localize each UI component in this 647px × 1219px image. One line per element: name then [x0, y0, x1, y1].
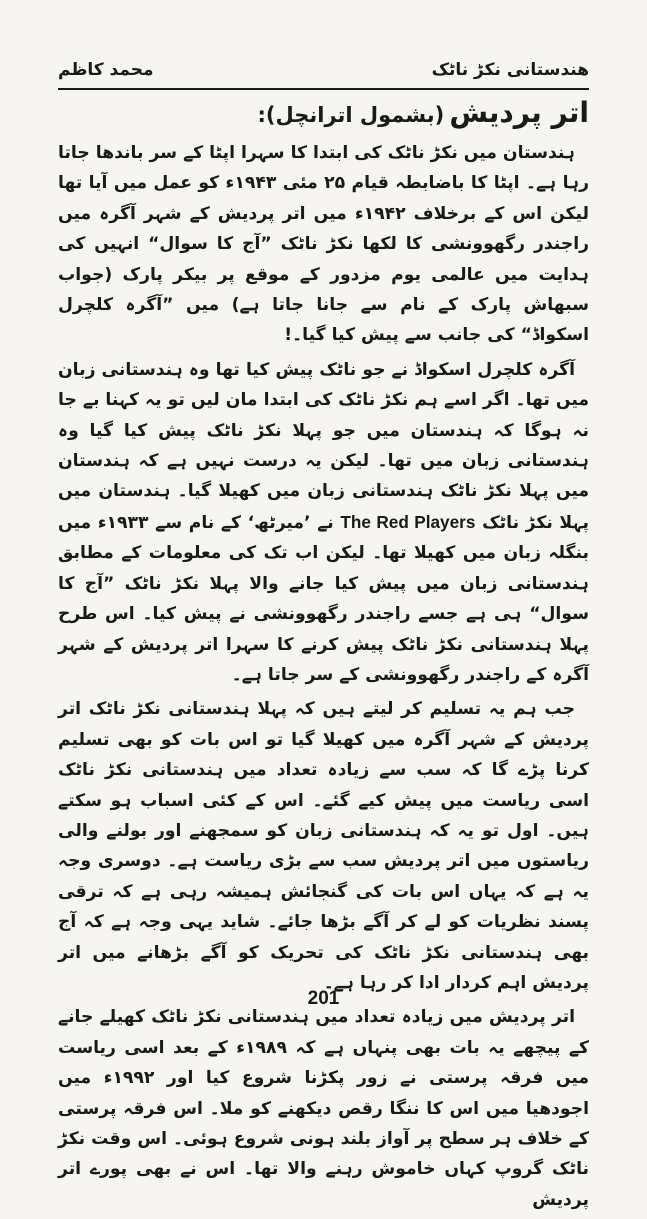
paragraph-3: جب ہم یہ تسلیم کر لیتے ہیں کہ پہلا ہندستانی نکڑ ناٹک اتر پردیش کے شہر آگرہ میں کھیلا گیا تو اس بات کو بھی تسلیم کرنا پڑے گا کہ سب سے زیادہ تعداد میں ہندستانی نکڑ ناٹک اسی ریاست میں پیش کیے گئے۔ اس کے کئی اسباب ہو سکتے ہیں۔ اول تو یہ کہ ہندستانی زبان کو سمجھنے اور بولنے والی ریاستوں میں اتر پردیش سب سے بڑی ریاست ہے۔ دوسری وجہ یہ ہے کہ یہاں اس بات کی گنجائش ہمیشہ رہی ہے کہ ترقی پسند نظریات کو لے کر آگے بڑھا جائے۔ شاید یہی وجہ ہے کہ آج بھی ہندستانی نکڑ ناٹک کی تحریک کو آگے بڑھانے میں اتر پردیش اہم کردار ادا کر رہا ہے۔ — [58, 699, 589, 993]
paragraph-2-after: نے ’میرٹھ‘ کے نام سے ۱۹۳۳ء میں بنگلہ زبان میں کھیلا تھا۔ لیکن اب تک کی معلومات کے مطابق ہندستانی زبان میں پیش کیا جانے والا پہلا نکڑ ناٹک ”آج کا سوال“ ہی ہے جسے راجندر رگھوونشی نے پیش کیا۔ اس طرح پہلا ہندستانی نکڑ ناٹک پیش کرنے کا سہرا اتر پردیش کے شہر آگرہ کے راجندر رگھوونشی کے سر جاتا ہے۔ — [58, 512, 589, 685]
paragraph-2 — [58, 355, 589, 690]
book-title: هندستانی نکڑ ناٹک — [431, 60, 589, 80]
section-title: اتر پردیش — [449, 96, 589, 129]
english-term: The Red Players — [340, 511, 476, 532]
paragraph-2-before: آگرہ کلچرل اسکواڈ نے جو ناٹک پیش کیا تھا وہ ہندستانی زبان میں تھا۔ اگر اسے ہم نکڑ ناٹک کی ابتدا مان لیں تو یہ کہنا بے جا نہ ہوگا کہ ہندستان میں جو پہلا نکڑ ناٹک پیش کیا گیا وہ ہندستانی زبان میں تھا۔ لیکن یہ درست نہیں ہے کہ ہندستان میں پہلا نکڑ ناٹک ہندستانی زبان میں کھیلا گیا۔ ہندستان میں پہلا نکڑ ناٹک — [58, 359, 589, 533]
section-subtitle: (بشمول اترانچل): — [257, 103, 445, 127]
paragraph-1: ہندستان میں نکڑ ناٹک کی ابتدا کا سہرا اپٹا کے سر باندھا جاتا رہا ہے۔ اپٹا کا باضابطہ قیام ۲۵ مئی ۱۹۴۳ء کو عمل میں آیا تھا لیکن اس کے برخلاف ۱۹۴۲ء میں اتر پردیش کے شہر آگرہ میں راجندر رگھوونشی کا لکھا نکڑ ناٹک ”آج کا سوال“ انہیں کی ہدایت میں عالمی یوم مزدور کے موقع پر بیکر پارک (جواب سبھاش پارک کے نام سے جانا جاتا ہے) میں ”آگرہ کلچرل اسکواڈ“ کی جانب سے پیش کیا گیا۔! — [58, 143, 590, 346]
header-rule — [58, 88, 589, 90]
section-heading — [58, 96, 589, 129]
page-number: 201 — [307, 988, 340, 1009]
author-name: محمد کاظم — [58, 60, 154, 80]
paragraph-4: اتر پردیش میں زیادہ تعداد میں ہندستانی نکڑ ناٹک کھیلے جانے کے پیچھے یہ بات بھی پنہاں ہے کہ ۱۹۸۹ء کے بعد اسی ریاست میں فرقہ پرستی نے زور پکڑنا شروع کیا اور ۱۹۹۲ء میں اجودھیا میں اس کا ننگا رقص دیکھنے کو ملا۔ اس فرقہ پرستی کے خلاف ہر سطح پر آواز بلند ہونی شروع ہوئی۔ اس وقت نکڑ ناٹک گروپ کہاں خاموش رہنے والا تھا۔ اس نے بھی پورے اتر پردیش — [58, 1007, 589, 1210]
running-header — [58, 60, 589, 86]
body-text — [58, 138, 589, 1219]
